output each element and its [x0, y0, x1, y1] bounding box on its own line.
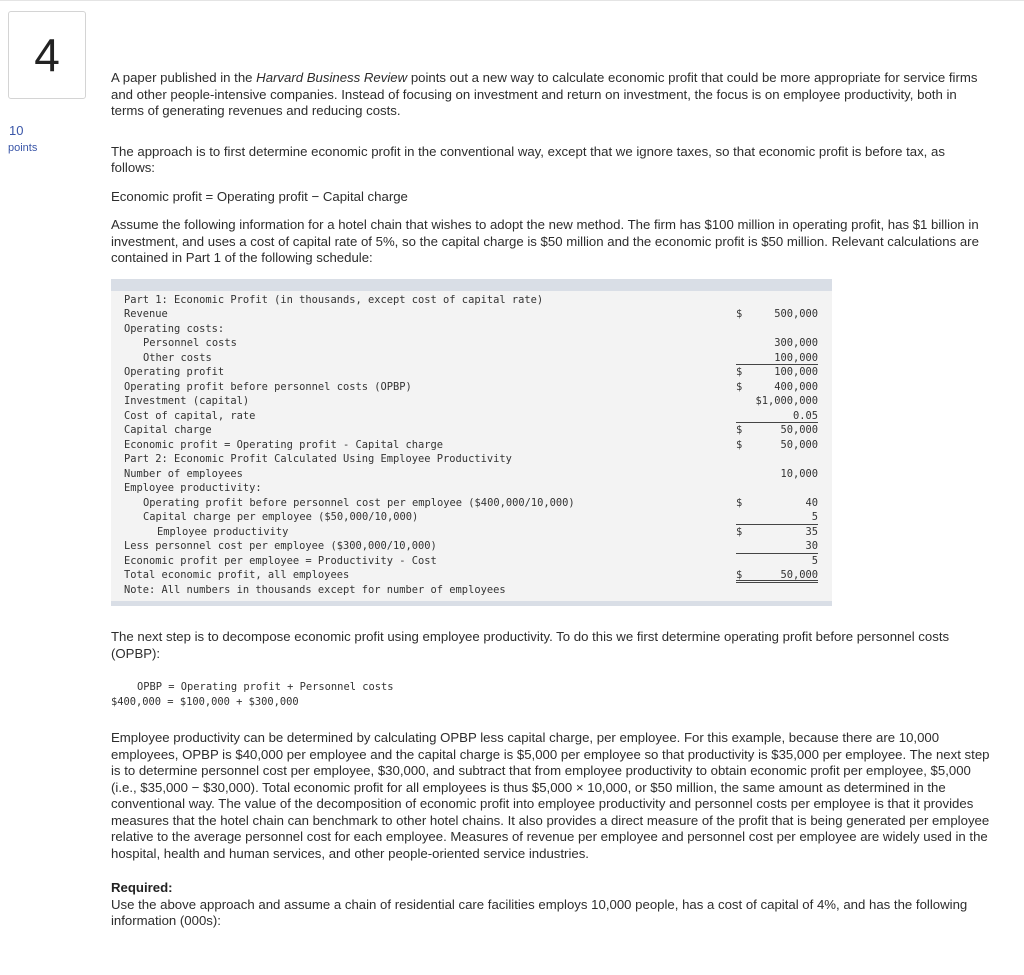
row-label: Cost of capital, rate	[124, 409, 256, 422]
required-heading: Required:	[111, 880, 173, 895]
row-dollar	[736, 583, 750, 598]
row-label: Operating profit	[124, 366, 225, 378]
table-row	[111, 496, 832, 511]
table-row	[111, 467, 832, 482]
table-row	[111, 322, 832, 337]
row-label: Investment (capital)	[124, 395, 250, 407]
table-row	[111, 394, 832, 409]
table-row	[111, 351, 832, 366]
row-dollar	[736, 481, 750, 496]
row-label: Employee productivity	[157, 525, 289, 538]
row-label: Capital charge per employee ($50,000/10,000)	[143, 511, 419, 523]
row-value: 100,000	[774, 366, 818, 378]
row-label: Capital charge	[124, 424, 212, 436]
table-row	[111, 423, 832, 438]
intro-text-start: A paper published in the	[111, 70, 257, 85]
row-value: 100,000	[750, 351, 818, 366]
row-dollar	[736, 467, 750, 482]
table-row	[111, 568, 832, 583]
row-value: 30	[750, 539, 818, 554]
approach-paragraph: The approach is to first determine economic profit in the conventional way, except that we ignore taxes, so that economic profit is before tax, as follows:	[111, 143, 945, 175]
table-row	[111, 554, 832, 569]
row-dollar: $	[736, 366, 743, 378]
row-value	[750, 583, 818, 598]
table-row	[111, 380, 832, 395]
question-number: 4	[34, 29, 60, 81]
row-value: $1,000,000	[755, 395, 818, 407]
table-row	[111, 307, 832, 322]
top-divider	[0, 0, 1024, 1]
table-row	[111, 525, 832, 540]
row-dollar: $	[736, 424, 743, 436]
row-label: Operating profit before personnel costs (OPBP)	[124, 380, 412, 393]
table-row	[111, 438, 832, 453]
row-value: 40	[805, 496, 818, 509]
row-label: Note: All numbers in thousands except for number of employees	[124, 583, 506, 596]
row-dollar	[736, 394, 750, 409]
intro-text-end: points out a new way to calculate economic profit that could be more appropriate for service firms and other people-intensive companies. Instead of focusing on investment and return on investment, the focus is on employee productivity, both in terms of generating revenues and reducing costs.	[111, 70, 978, 118]
row-value: 500,000	[774, 308, 818, 320]
row-label: Operating profit before personnel cost per employee ($400,000/10,000)	[143, 496, 575, 509]
row-value: 400,000	[774, 380, 818, 393]
row-value: 5	[750, 510, 818, 525]
row-dollar: $	[736, 308, 743, 320]
row-label: Less personnel cost per employee ($300,000/10,000)	[124, 540, 437, 552]
row-label: Total economic profit, all employees	[124, 569, 350, 581]
row-dollar	[736, 351, 750, 366]
table-row	[111, 510, 832, 525]
row-label: Operating costs:	[124, 322, 225, 335]
equation-line-2: $400,000 = $100,000 + $300,000	[111, 695, 299, 708]
row-dollar: $	[736, 525, 743, 538]
row-dollar	[736, 554, 750, 569]
row-dollar: $	[736, 380, 743, 393]
row-dollar	[736, 336, 750, 351]
row-label: Personnel costs	[143, 337, 237, 349]
table-row	[111, 452, 832, 467]
schedule-table	[111, 279, 832, 607]
question-number-box	[8, 11, 86, 99]
row-value: 35	[805, 525, 818, 538]
row-label: Economic profit = Operating profit - Capital charge	[124, 438, 444, 451]
row-value: 5	[811, 554, 818, 567]
table-row	[111, 481, 832, 496]
intro-paragraph	[111, 70, 991, 120]
row-value: 300,000	[774, 337, 818, 349]
row-label: Number of employees	[124, 467, 243, 480]
journal-title: Harvard Business Review	[256, 70, 408, 85]
productivity-paragraph: Employee productivity can be determined by calculating OPBP less capital charge, per employee. For this example, because there are 10,000 employees, OPBP is $40,000 per employee and the capital charge is $5,000 per employee so that productivity is $35,000 per employee. The next step is to determine personnel cost per employee, $30,000, and subtract that from employee productivity to obtain economic profit per employee, $5,000 (i.e., $35,000 − $30,000). Total economic profit for all employees is thus $5,000 × 10,000, or $50 million, the same amount as determined in the conventional way. The value of the decomposition of economic profit into employee productivity and personnel costs per employee is that it provides measures that the hotel chain can benchmark to other hotel chains. It also provides a direct measure of the profit that is being generated per employee relative to the average personnel cost for each employee. Measures of revenue per employee and personnel cost per employee are widely used in the hospital, health and human services, and other people-oriented service industries.	[111, 730, 990, 861]
row-value	[750, 293, 818, 308]
assumption-paragraph: Assume the following information for a hotel chain that wishes to adopt the new method. The firm has $100 million in operating profit, has $1 billion in investment, and uses a cost of capital rate of 5%, so the capital charge is $50 million and the economic profit is $50 million. Relevant calculations are contained in Part 1 of the following schedule:	[111, 217, 979, 265]
table-row	[111, 365, 832, 380]
question-body	[111, 70, 991, 930]
row-dollar: $	[736, 496, 743, 509]
row-dollar: $	[736, 568, 750, 583]
economic-profit-formula: Economic profit = Operating profit − Capital charge	[111, 188, 408, 204]
row-dollar	[736, 322, 750, 337]
row-dollar	[736, 293, 750, 308]
table-row	[111, 336, 832, 351]
row-value: 50,000	[780, 424, 818, 436]
row-label: Part 2: Economic Profit Calculated Using Employee Productivity	[124, 453, 512, 465]
row-value	[750, 322, 818, 337]
points-value: 10	[9, 123, 24, 138]
required-text: Use the above approach and assume a chain of residential care facilities employs 10,000 people, has a cost of capital of 4%, and has the following information (000s):	[111, 896, 968, 928]
row-value: 0.05	[750, 409, 818, 424]
table-row	[111, 583, 832, 598]
row-label: Other costs	[143, 351, 212, 364]
row-value	[750, 452, 818, 467]
row-label: Part 1: Economic Profit (in thousands, except cost of capital rate)	[124, 293, 544, 306]
row-dollar	[736, 539, 750, 554]
points-label: points	[8, 142, 38, 154]
row-value: 50,000	[780, 438, 818, 451]
row-dollar	[736, 510, 750, 525]
row-label: Revenue	[124, 308, 168, 320]
equation-line-1: OPBP = Operating profit + Personnel costs	[137, 681, 394, 693]
row-value	[750, 481, 818, 496]
row-dollar: $	[736, 438, 743, 451]
table-row	[111, 293, 832, 308]
table-row	[111, 409, 832, 424]
row-value: 10,000	[780, 467, 818, 480]
table-row	[111, 539, 832, 554]
row-label: Employee productivity:	[124, 482, 262, 494]
row-label: Economic profit per employee = Productivity - Cost	[124, 554, 437, 567]
row-dollar	[736, 452, 750, 467]
row-dollar	[736, 409, 750, 424]
decompose-paragraph: The next step is to decompose economic profit using employee productivity. To do this we first determine operating profit before personnel costs (OPBP):	[111, 629, 950, 661]
row-value: 50,000	[750, 568, 818, 583]
opbp-equation	[111, 680, 991, 709]
